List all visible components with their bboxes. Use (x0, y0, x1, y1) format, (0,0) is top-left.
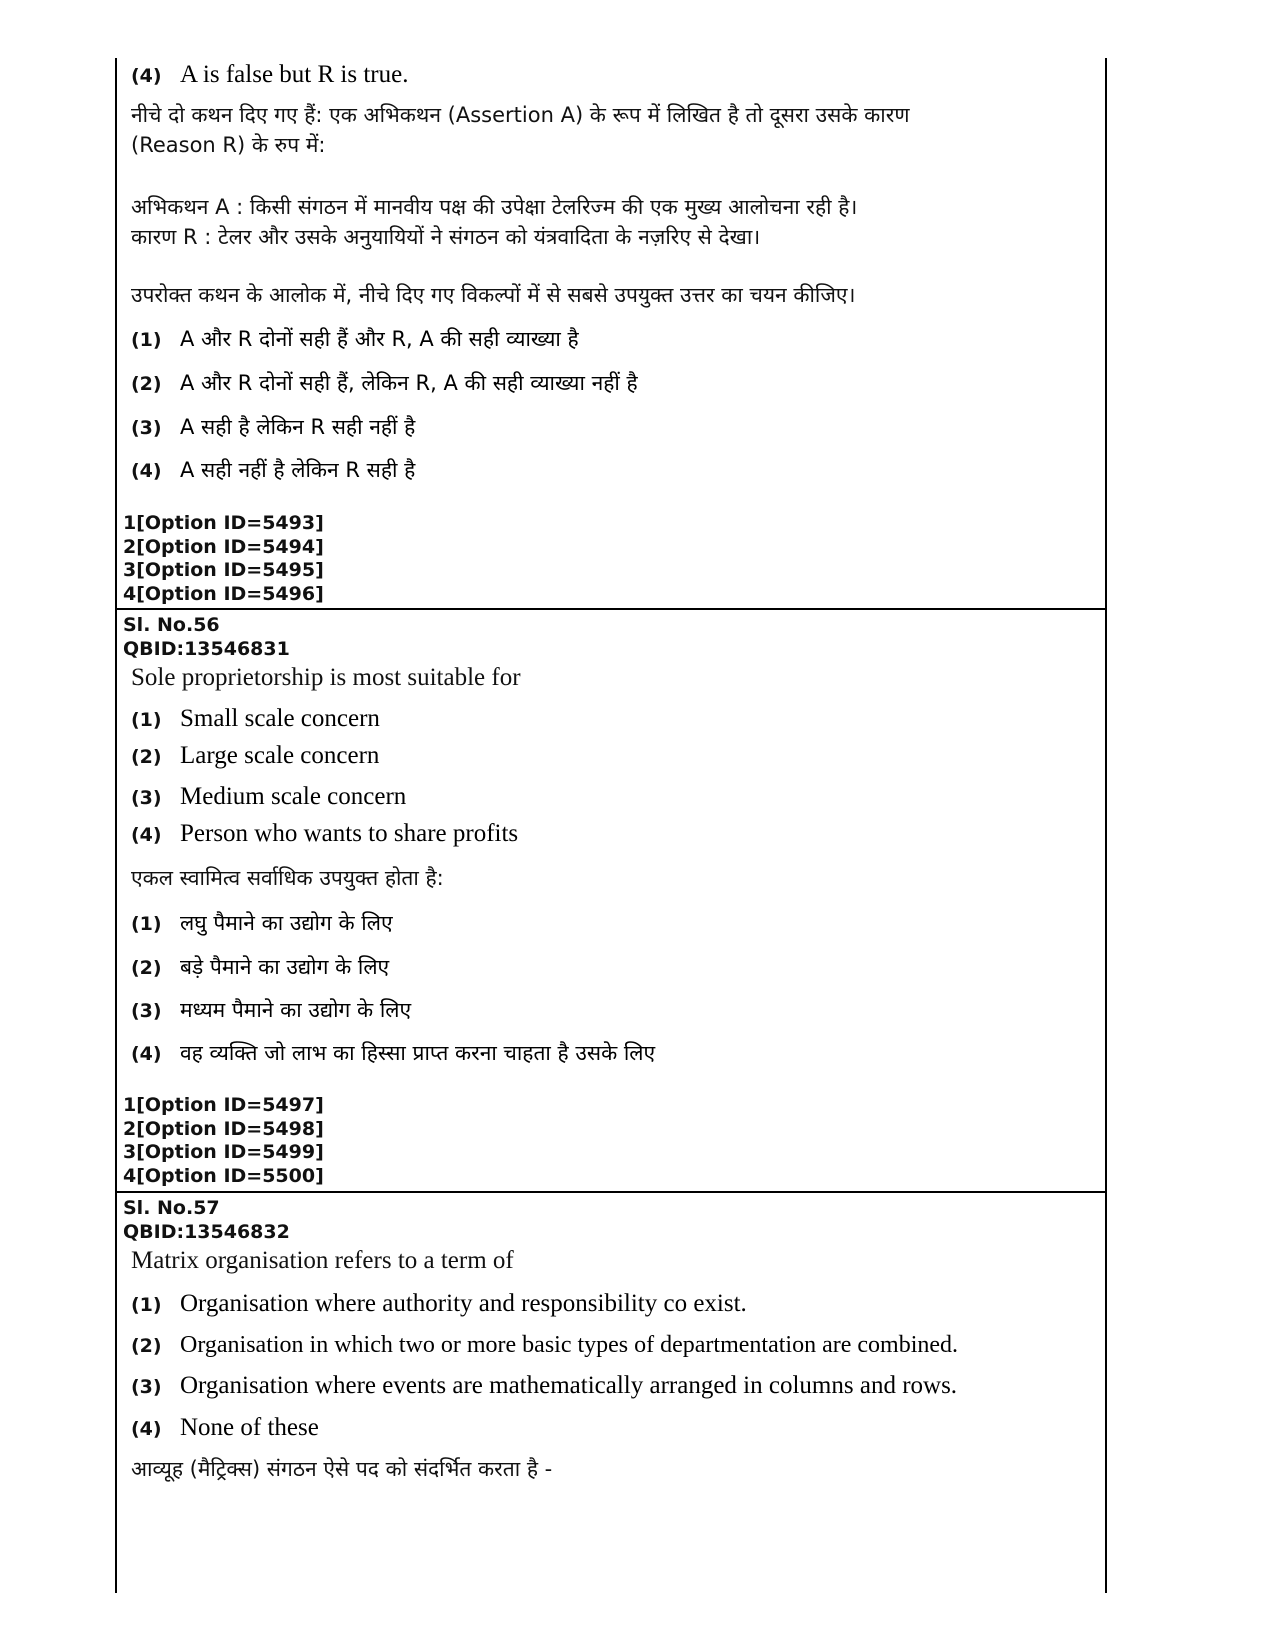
option-number: (4) (131, 1418, 162, 1440)
option-text: None of these (180, 1414, 319, 1441)
qbid: QBID:13546832 (123, 1220, 290, 1243)
q56-option-en-3 (131, 782, 406, 812)
q57-option-en-3 (131, 1371, 957, 1401)
option-text: A और R दोनों सही हैं और R, A की सही व्याख्या है (180, 327, 579, 351)
q56-option-hi-4 (131, 1038, 655, 1068)
option-id: 4[Option ID=5500] (123, 1164, 324, 1187)
q56-option-hi-2 (131, 952, 389, 982)
q56-option-ids (123, 1094, 324, 1188)
option-text: Medium scale concern (180, 783, 407, 810)
option-number: (4) (131, 824, 162, 846)
option-number: (4) (131, 1043, 162, 1065)
serial-number: Sl. No.57 (123, 1197, 220, 1219)
option-text: बड़े पैमाने का उद्योग के लिए (180, 955, 390, 979)
option-id: 2[Option ID=5498] (123, 1117, 324, 1140)
q57-option-en-4 (131, 1413, 319, 1443)
q55-instruction: उपरोक्त कथन के आलोक में, नीचे दिए गए विकल्पों में से सबसे उपयुक्त उत्तर का चयन कीजिए। (131, 283, 856, 307)
q57-question-hi: आव्यूह (मैट्रिक्स) संगठन ऐसे पद को संदर्भित करता है - (131, 1457, 553, 1481)
q55-intro-line-1: नीचे दो कथन दिए गए हैं: एक अभिकथन (Assertion A) के रूप में लिखित है तो दूसरा उसके कारण (131, 103, 910, 127)
option-text: Person who wants to share profits (180, 820, 519, 847)
option-number: (1) (131, 1294, 162, 1316)
option-text: Organisation where events are mathematically arranged in columns and rows. (180, 1372, 958, 1399)
option-text: A सही नहीं है लेकिन R सही है (180, 458, 416, 482)
option-text: A और R दोनों सही हैं, लेकिन R, A की सही व्याख्या नहीं है (180, 371, 638, 395)
q55-option-hi-1 (131, 324, 579, 354)
option-number: (2) (131, 957, 162, 979)
question-divider (117, 1191, 1105, 1193)
option-text: A is false but R is true. (180, 61, 409, 88)
option-id: 3[Option ID=5499] (123, 1141, 324, 1163)
option-id: 4[Option ID=5496] (123, 582, 324, 605)
option-number: (3) (131, 1376, 162, 1398)
question-paper-page (115, 58, 1107, 1593)
q57-option-en-2 (131, 1330, 958, 1360)
q56-option-en-2 (131, 741, 379, 771)
option-text: Organisation in which two or more basic types of departmentation are combined. (180, 1332, 959, 1358)
option-number: (3) (131, 787, 162, 809)
q56-option-hi-3 (131, 995, 411, 1025)
q57-header (123, 1197, 290, 1244)
q57-option-en-1 (131, 1289, 747, 1319)
option-number: (4) (131, 65, 162, 87)
q55-option-en-4 (131, 60, 408, 90)
q56-question-en: Sole proprietorship is most suitable for (131, 664, 521, 691)
option-number: (3) (131, 1000, 162, 1022)
option-text: लघु पैमाने का उद्योग के लिए (180, 911, 393, 935)
q56-question-hi: एकल स्वामित्व सर्वाधिक उपयुक्त होता है: (131, 866, 444, 890)
option-number: (4) (131, 460, 162, 482)
option-number: (1) (131, 913, 162, 935)
q55-option-hi-2 (131, 368, 638, 398)
q56-option-en-1 (131, 704, 380, 734)
option-number: (2) (131, 373, 162, 395)
option-number: (1) (131, 709, 162, 731)
q56-header (123, 614, 290, 661)
option-text: Organisation where authority and responsibility co exist. (180, 1290, 747, 1317)
option-number: (1) (131, 329, 162, 351)
q55-option-hi-3 (131, 412, 415, 442)
q55-intro-line-2: (Reason R) के रुप में: (131, 133, 326, 157)
option-text: Large scale concern (180, 742, 380, 769)
option-text: Small scale concern (180, 705, 380, 732)
qbid: QBID:13546831 (123, 637, 290, 660)
option-id: 3[Option ID=5495] (123, 559, 324, 581)
option-id: 1[Option ID=5493] (123, 512, 324, 534)
option-text: A सही है लेकिन R सही नहीं है (180, 415, 416, 439)
serial-number: Sl. No.56 (123, 614, 220, 636)
option-number: (2) (131, 746, 162, 768)
q55-option-ids (123, 512, 324, 606)
q55-reason: कारण R : टेलर और उसके अनुयायियों ने संगठन को यंत्रवादिता के नज़रिए से देखा। (131, 225, 761, 249)
q56-option-en-4 (131, 819, 518, 849)
option-text: मध्यम पैमाने का उद्योग के लिए (180, 998, 412, 1022)
option-number: (2) (131, 1335, 162, 1357)
option-text: वह व्यक्ति जो लाभ का हिस्सा प्राप्त करना चाहता है उसके लिए (180, 1041, 656, 1065)
option-id: 1[Option ID=5497] (123, 1094, 324, 1116)
option-id: 2[Option ID=5494] (123, 535, 324, 558)
q55-option-hi-4 (131, 455, 415, 485)
option-number: (3) (131, 417, 162, 439)
q57-question-en: Matrix organisation refers to a term of (131, 1247, 514, 1274)
q56-option-hi-1 (131, 908, 393, 938)
q55-assertion: अभिकथन A : किसी संगठन में मानवीय पक्ष की उपेक्षा टेलरिज्म की एक मुख्य आलोचना रही है। (131, 195, 858, 219)
question-divider (117, 608, 1105, 610)
